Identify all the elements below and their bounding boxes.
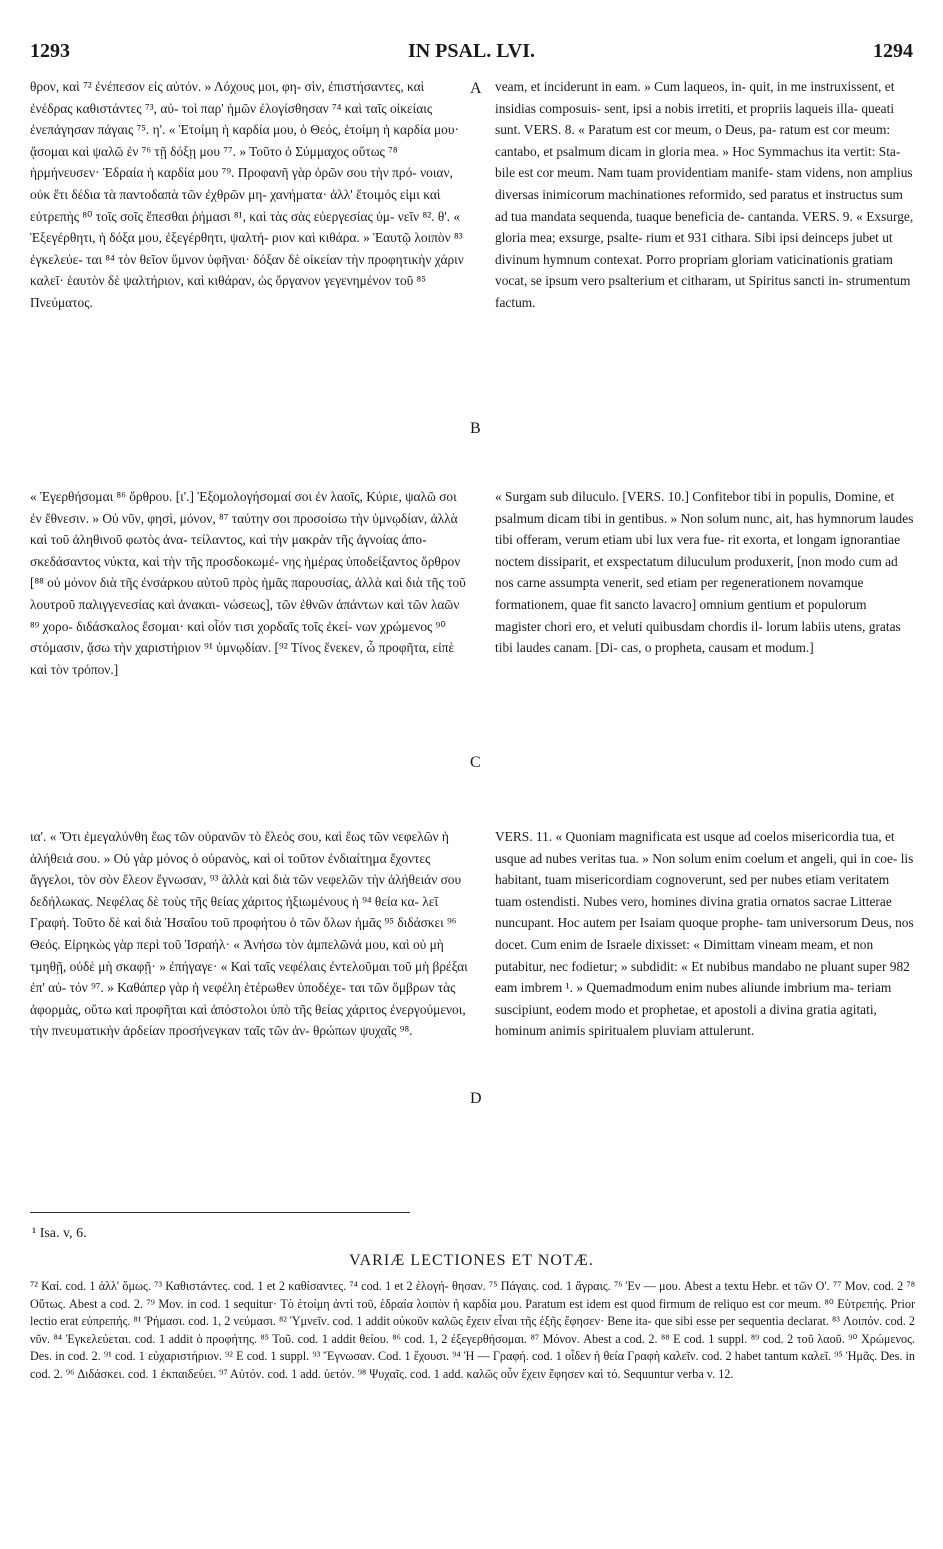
greek-column-block-2 bbox=[30, 486, 468, 680]
latin-column-block-1 bbox=[495, 76, 915, 314]
right-page-number: 1294 bbox=[873, 40, 913, 62]
variae-lectiones-notes bbox=[30, 1278, 915, 1384]
latin-text: « Surgam sub diluculo. [VERS. 10.] Confitebor tibi in populis, Domine, et psalmum dicam tibi in gentibus. » Non solum nunc, ait, has hymnorum laudes tibi offeram, verum etiam ubi lux vera fue- rit exorta, et longam ignorantiae noctem dissiparit, et exspectatum diluculum produxerit, [non modo cum ad nos carne assumpta venerit, sed etiam per regenerationem novamque formationem, quae fit sancto lavacro] omnium gentium et populorum magister chori ero, et veluti quibusdam chordis il- lorum labiis utens, gratas tibi laudes canam. [Di- cas, o propheta, causam et modum.] bbox=[495, 489, 914, 656]
left-page-number: 1293 bbox=[30, 40, 70, 62]
page-header bbox=[30, 40, 913, 68]
greek-text: « Ἐγερθήσομαι ⁸⁶ ὄρθρου. [ι'.] Ἐξομολογήσομαί σοι ἐν λαοῖς, Κύριε, ψαλῶ σοι ἐν ἔθνεσιν. » Οὐ νῦν, φησὶ, μόνον, ⁸⁷ ταύτην σοι προσοίσω τὴν ὑμνῳδίαν, ἀλλὰ καὶ τοῦ ἀληθινοῦ φωτὸς ἀνα- τείλαντος, καὶ τὴν μακρὰν τῆς ἀγνοίας ἀπο- σκεδάσαντος νύκτα, καὶ τὴν τῆς προσδοκωμέ- νης ἡμέρας ὑποδείξαντος ὄρθρον [⁸⁸ οὐ μόνον διὰ τῆς ἐνσάρκου αὐτοῦ πρὸς ἡμᾶς παρουσίας, ἀλλὰ καὶ διὰ τῆς τοῦ λουτροῦ παλιγγενεσίας καὶ ἀνακαι- νώσεως], τῶν ἐθνῶν ἁπάντων καὶ τῶν λαῶν ⁸⁹ χορο- διδάσκαλος ἔσομαι· καὶ οἷόν τισι χορδαῖς τοῖς ἐκεί- νων χρώμενος ⁹⁰ στόμασιν, ᾄσω τὴν χαριστήριον ⁹¹ ὑμνῳδίαν. [⁹² Τίνος ἕνεκεν, ὦ προφῆτα, εἰπὲ καὶ τὸν τρόπον.] bbox=[30, 489, 466, 677]
latin-text: veam, et inciderunt in eam. » Cum laqueos, in- quit, in me instruxissent, et insidias composuis- sent, ipsi a nobis irretiti, et propriis laqueis illa- queati sunt. VERS. 8. « Paratum est cor meum, o Deus, pa- ratum est cor meum: cantabo, et psalmum dicam in gloria mea. » Hoc Symmachus ita vertit: Sta- bile est cor meum. Nam tuam providentiam manife- stam videns, non amplius diversas inimicorum machinationes reformido, sed paratus et instructus sum ad tua mandata sequenda, tuaque beneficia de- cantanda. VERS. 9. « Exsurge, gloria mea; exsurge, psalte- rium et 931 cithara. Sibi ipsi deinceps jubet ut divinum hymnum contexat. Porro propriam gloriam vaticinationis gratiam vocat, se ipsum vero psalterium et citharam, ut Spiritus sancti in- strumentum factum. bbox=[495, 79, 914, 310]
greek-text: θρον, καὶ ⁷² ἐνέπεσον εἰς αὐτόν. » Λόχους μοι, φη- σὶν, ἐπιστήσαντες, καὶ ἐνέδρας καθιστάντες ⁷³, αὐ- τοὶ παρ' ἡμῶν ἐλογίσθησαν ⁷⁴ καὶ ταῖς οἰκείαις ἐνεπάγησαν πάγαις ⁷⁵. η'. « Ἑτοίμη ἡ καρδία μου, ὁ Θεός, ἑτοίμη ἡ καρδία μου· ᾄσομαι καὶ ψαλῶ ἐν ⁷⁶ τῇ δόξῃ μου ⁷⁷. » Τοῦτο ὁ Σύμμαχος οὕτως ⁷⁸ ἡρμήνευσεν· Ἑδραία ἡ καρδία μου ⁷⁹. Προφανῆ γὰρ ὁρῶν σου τὴν πρό- νοιαν, οὐκ ἔτι δέδια τὰ παντοδαπὰ τῶν ἐχθρῶν μη- χανήματα· ἀλλ' ἕτοιμός εἰμι καὶ εὐτρεπὴς ⁸⁰ τοῖς σοῖς ἕπεσθαι ῥήμασι ⁸¹, καὶ τὰς σὰς εὐεργεσίας ὑμ- νεῖν ⁸². θ'. « Ἐξεγέρθητι, ἡ δόξα μου, ἐξεγέρθητι, ψαλτή- ριον καὶ κιθάρα. » Ἑαυτῷ λοιπὸν ⁸³ ἐγκελεύε- ται ⁸⁴ τὸν θεῖον ὕμνον ὑφῆναι· δόξαν δὲ οἰκείαν τὴν προφητικὴν χάριν καλεῖ· ἑαυτὸν δὲ ψαλτήριον, καὶ κιθάραν, ὡς ὄργανον γεγενημένον τοῦ ⁸⁵ Πνεύματος. bbox=[30, 79, 464, 310]
margin-letter-a: A bbox=[470, 80, 482, 97]
latin-column-block-2 bbox=[495, 486, 915, 659]
margin-letter-c: C bbox=[470, 754, 481, 771]
greek-column-block-3 bbox=[30, 826, 468, 1042]
variae-text: ⁷² Καί. cod. 1 ἀλλ' ὅμως. ⁷³ Καθιστάντες. cod. 1 et 2 καθίσαντες. ⁷⁴ cod. 1 et 2 ἐλογή- θησαν. ⁷⁵ Πάγαις. cod. 1 ἄγραις. ⁷⁶ Ἐν — μου. Abest a textu Hebr. et τῶν Ο'. ⁷⁷ Mov. cod. 2 ⁷⁸ Οὕτως. Abest a cod. 2. ⁷⁹ Mov. in cod. 1 sequitur· Τὸ ἑτοίμη ἀντὶ τοῦ, ἑδραία λοιπὸν ἡ καρδία μου. Paratum est idem est quod firmum de reliquo est cor meum. ⁸⁰ Εὐτρεπής. Prior lectio erat εὐπρεπής. ⁸¹ Ῥήμασι. cod. 1, 2 νεύμασι. ⁸² Ὑμνεῖν. cod. 1 addit οὐκοῦν καλῶς ἔχειν εἶναι τῆς ἑξῆς ἔφησεν· Bene ita- que sibi esse per sequentia declarat. ⁸³ Λοιπόν. cod. 2 νῦν. ⁸⁴ Ἐγκελεύεται. cod. 1 addit ὁ προφήτης. ⁸⁵ Τοῦ. cod. 1 addit θείου. ⁸⁶ cod. 1, 2 ἐξεγερθήσομαι. ⁸⁷ Μόνον. Abest a cod. 2. ⁸⁸ E cod. 1 suppl. ⁸⁹ cod. 2 τοῦ λαοῦ. ⁹⁰ Χρώμενος. Des. in cod. 2. ⁹¹ cod. 1 εὐχαριστήριον. ⁹² E cod. 1 suppl. ⁹³ Ἔγνωσαν. Cod. 1 ἔχουσι. ⁹⁴ Ἡ — Γραφή. cod. 1 οἶδεν ἡ θεία Γραφὴ καλεῖν. cod. 2 habet tantum καλεῖ. ⁹⁵ Ἡμᾶς. Des. in cod. 2. ⁹⁶ Διδάσκει. cod. 1 ἐκπαιδεύει. ⁹⁷ Αὐτόν. cod. 1 add. ὑετόν. ⁹⁸ Ψυχαῖς. cod. 1 add. καλῶς οὖν ἔχειν ἔφησεν καὶ τό. Sequuntur verba v. 12. bbox=[30, 1279, 915, 1381]
greek-column-block-1 bbox=[30, 76, 468, 314]
latin-text: VERS. 11. « Quoniam magnificata est usque ad coelos misericordia tua, et usque ad nubes veritas tua. » Non solum enim coelum et angeli, qui in coe- lis habitant, tuam misericordiam cognoverunt, sed per nubes etiam veritatem tuam ostendisti. Nubes vero, homines divina gratia ornatos sacrae Litterae nuncupant. Hoc autem per Isaiam quoque prophe- tam universorum Deus, nos docet. Cum enim de Israele dixisset: « Dimittam vineam meam, et non putabitur, nec fodietur; » subdidit: « Et nubibus mandabo ne pluant super 982 eam imbrem ¹. » Quemadmodum enim nubes aliunde imbrium ma- teriam suscipiunt, eodem modo et prophetae, et apostoli a divina gratia agitati, hominum animis spiritualem pluviam attulerunt. bbox=[495, 829, 914, 1039]
variae-lectiones-heading: VARIÆ LECTIONES ET NOTÆ. bbox=[349, 1252, 594, 1269]
margin-letter-b: B bbox=[470, 420, 481, 437]
latin-column-block-3 bbox=[495, 826, 915, 1042]
greek-text: ια'. « Ὅτι ἐμεγαλύνθη ἕως τῶν οὐρανῶν τὸ ἔλεός σου, καὶ ἕως τῶν νεφελῶν ἡ ἀλήθειά σου. » Οὐ γὰρ μόνος ὁ οὐρανὸς, καὶ οἱ τοῦτον ἐνδιαίτημα ἔχοντες ἄγγελοι, τὸν σὸν ἔλεον ἔγνωσαν, ⁹³ ἀλλὰ καὶ διὰ τῶν νεφελῶν τὴν ἀλήθειάν σου δεδήλωκας. Νεφέλας δὲ τοὺς τῆς θείας χάριτος ἠξιωμένους ἡ ⁹⁴ θεία κα- λεῖ Γραφή. Τοῦτο δὲ καὶ διὰ Ἠσαΐου τοῦ προφήτου ὁ τῶν ὅλων ἡμᾶς ⁹⁵ διδάσκει ⁹⁶ Θεός. Εἰρηκὼς γὰρ περὶ τοῦ Ἰσραήλ· « Ἀνήσω τὸν ἀμπελῶνά μου, καὶ οὐ μὴ τμηθῇ, οὐδὲ μὴ σκαφῇ· » ἐπήγαγε· « Καὶ ταῖς νεφέλαις ἐντελοῦμαι τοῦ μὴ βρέξαι ἐπ' αὐ- τόν ⁹⁷. » Καθάπερ γὰρ ἡ νεφέλη ἑτέρωθεν ὑποδέχε- ται τῶν ὄμβρων τὰς ἀφορμὰς, οὕτω καὶ προφῆται καὶ ἀπόστολοι ὑπὸ τῆς θείας χάριτος ἐνεργούμενοι, τὴν πνευματικὴν ἀρδείαν προσήνεγκαν ταῖς τῶν ἀν- θρώπων ψυχαῖς ⁹⁸. bbox=[30, 829, 468, 1039]
footnote-divider bbox=[30, 1212, 410, 1213]
margin-letter-d: D bbox=[470, 1090, 482, 1107]
running-title: IN PSAL. LVI. bbox=[407, 40, 536, 62]
footnote: ¹ Isa. v, 6. bbox=[32, 1226, 87, 1241]
